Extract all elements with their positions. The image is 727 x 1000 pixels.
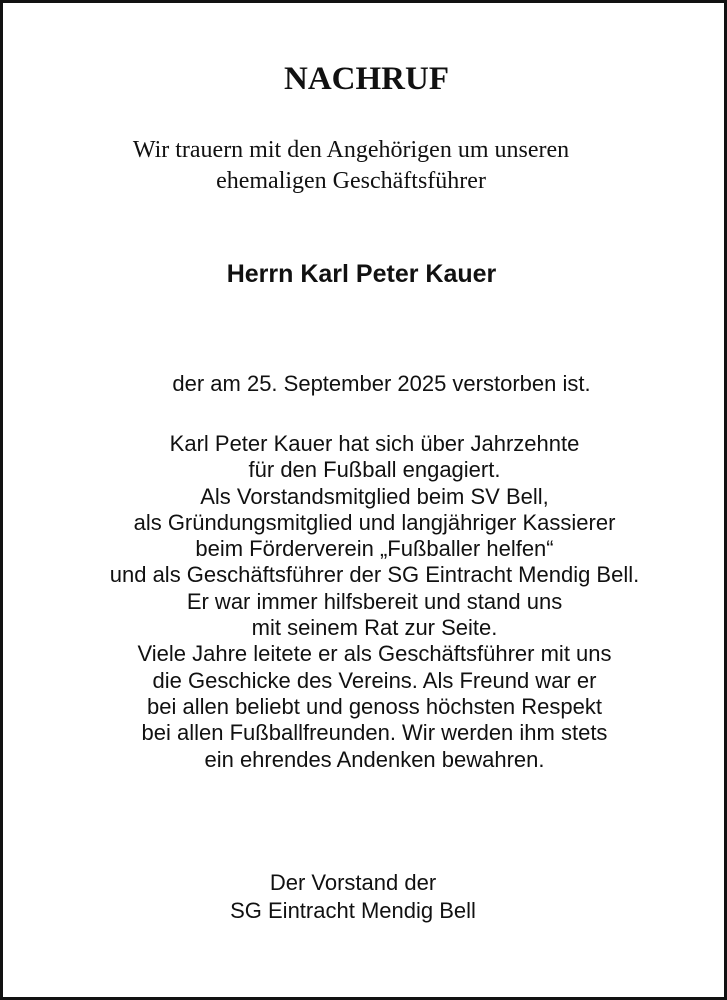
tribute-text	[3, 431, 727, 773]
tribute-line: Karl Peter Kauer hat sich über Jahrzehnte	[169, 431, 580, 456]
tribute-line: die Geschicke des Vereins. Als Freund war er	[152, 667, 597, 693]
tribute-line: als Gründungsmitglied und langjähriger Kassierer	[133, 509, 616, 535]
tribute-line: bei allen beliebt und genoss höchsten Respekt	[147, 693, 602, 719]
tribute-line: Viele Jahre leitete er als Geschäftsführer mit uns	[137, 641, 612, 667]
tribute-line: beim Förderverein „Fußballer helfen“	[195, 536, 554, 562]
tribute-line: und als Geschäftsführer der SG Eintracht Mendig Bell.	[109, 562, 640, 588]
tribute-line: bei allen Fußballfreunden. Wir werden ihm stets	[141, 720, 608, 746]
tribute-line: für den Fußball engagiert.	[248, 457, 501, 483]
tribute-line: Er war immer hilfsbereit und stand uns	[186, 588, 563, 614]
tribute-line: Als Vorstandsmitglied beim SV Bell,	[200, 483, 549, 509]
intro-line: ehemaligen Geschäftsführer	[216, 168, 486, 194]
signature-line: SG Eintracht Mendig Bell	[230, 898, 476, 923]
signature-line: Der Vorstand der	[269, 870, 437, 895]
signature-block	[3, 869, 703, 925]
tribute-line: mit seinem Rat zur Seite.	[251, 615, 498, 641]
intro-line: Wir trauern mit den Angehörigen um unseren	[132, 137, 570, 163]
intro-text	[3, 135, 699, 197]
tribute-line: ein ehrendes Andenken bewahren.	[204, 746, 545, 772]
notice-title: NACHRUF	[284, 61, 449, 97]
death-date-line: der am 25. September 2025 verstorben ist.	[172, 371, 591, 396]
deceased-name: Herrn Karl Peter Kauer	[226, 260, 497, 288]
